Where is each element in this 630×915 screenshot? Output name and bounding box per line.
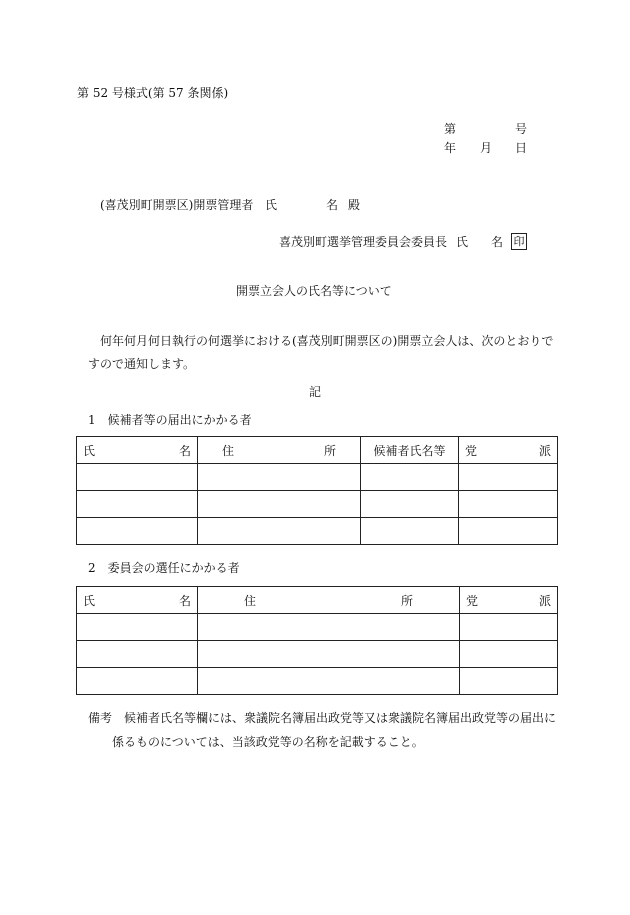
- table-row: [77, 464, 558, 491]
- cell-party[interactable]: [460, 668, 558, 695]
- seal-box: [507, 233, 527, 250]
- cell-address[interactable]: [198, 641, 460, 668]
- subject-title: 開票立会人の氏名等について: [236, 284, 392, 298]
- table-row: [77, 668, 558, 695]
- table-row: [77, 641, 558, 668]
- body-line-1: 何年何月何日執行の何選挙における(喜茂別町開票区の)開票立会人は、次のとおりで: [100, 334, 554, 348]
- cell-address[interactable]: [198, 491, 361, 518]
- cell-address[interactable]: [198, 518, 361, 545]
- addressee-title: (喜茂別町開票区)開票管理者: [100, 198, 254, 212]
- cell-party[interactable]: [460, 641, 558, 668]
- cell-name[interactable]: [77, 464, 198, 491]
- table-header-row: [77, 587, 558, 614]
- cell-candidate[interactable]: [361, 491, 459, 518]
- cell-name[interactable]: [77, 518, 198, 545]
- header-party: 党 派: [460, 587, 558, 614]
- sender-mei: 名: [491, 235, 504, 249]
- candidate-table: [76, 436, 558, 545]
- cell-party[interactable]: [460, 614, 558, 641]
- header-candidate-name: 候補者氏名等: [361, 437, 459, 464]
- form-number: 第 52 号様式(第 57 条関係): [77, 86, 229, 100]
- table-row: [77, 614, 558, 641]
- cell-party[interactable]: [459, 464, 558, 491]
- sender-shi: 氏: [456, 235, 469, 249]
- cell-name[interactable]: [77, 491, 198, 518]
- doc-number-dai: 第: [444, 122, 457, 136]
- cell-candidate[interactable]: [361, 518, 459, 545]
- section2-heading: 2 委員会の選任にかかる者: [88, 561, 240, 575]
- table-row: [77, 491, 558, 518]
- date-month: 月: [480, 141, 493, 155]
- cell-name[interactable]: [77, 614, 198, 641]
- header-address: 住 所: [198, 587, 460, 614]
- header-name: 氏 名: [77, 587, 198, 614]
- note-line-2: 係るものについては、当該政党等の名称を記載すること。: [112, 735, 424, 749]
- cell-name[interactable]: [77, 668, 198, 695]
- section1-heading: 1 候補者等の届出にかかる者: [88, 413, 252, 427]
- sender-title: 喜茂別町選挙管理委員会委員長: [279, 235, 448, 249]
- addressee-dono: 殿: [348, 198, 361, 212]
- ki-mark: 記: [309, 385, 322, 399]
- cell-party[interactable]: [459, 491, 558, 518]
- cell-party[interactable]: [459, 518, 558, 545]
- date-day: 日: [515, 141, 528, 155]
- header-party: 党 派: [459, 437, 558, 464]
- doc-number-go: 号: [515, 122, 528, 136]
- body-line-2: すので通知します。: [88, 357, 196, 371]
- seal-mark: 印: [511, 233, 527, 250]
- note-line-1: 候補者氏名等欄には、衆議院名簿届出政党等又は衆議院名簿届出政党等の届出に: [124, 711, 557, 725]
- table-header-row: [77, 437, 558, 464]
- cell-address[interactable]: [198, 668, 460, 695]
- cell-address[interactable]: [198, 464, 361, 491]
- committee-table: [76, 586, 558, 695]
- cell-name[interactable]: [77, 641, 198, 668]
- header-address: 住 所: [198, 437, 361, 464]
- cell-address[interactable]: [198, 614, 460, 641]
- date-year: 年: [444, 141, 457, 155]
- addressee-mei: 名: [326, 198, 339, 212]
- header-name: 氏 名: [77, 437, 198, 464]
- cell-candidate[interactable]: [361, 464, 459, 491]
- table-row: [77, 518, 558, 545]
- addressee-shi: 氏: [265, 198, 278, 212]
- note-label: 備考: [88, 711, 113, 725]
